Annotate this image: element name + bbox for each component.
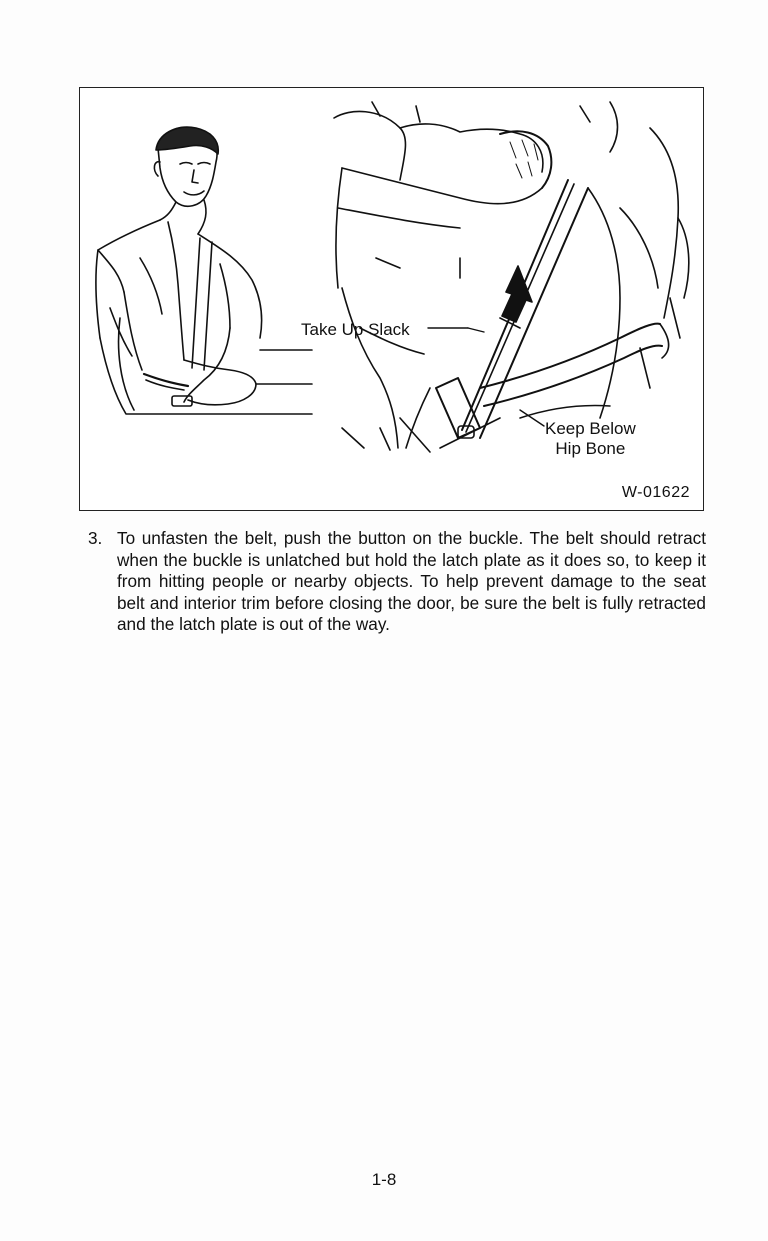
take-up-slack-label: Take Up Slack	[301, 320, 410, 339]
step-number: 3.	[88, 528, 103, 548]
keep-below-hip-bone-label	[545, 419, 636, 459]
instruction-step	[88, 528, 706, 636]
figure-id: W-01622	[621, 484, 690, 501]
keep-below-line1: Keep Below	[545, 419, 636, 438]
lap-belt-closeup-drawing	[334, 102, 689, 452]
figure-box	[79, 87, 704, 511]
keep-below-line2: Hip Bone	[555, 439, 626, 458]
seated-driver-drawing	[96, 127, 312, 414]
step-text: To unfasten the belt, push the button on the buckle. The belt should retract when the buckle is unlatched but hold the latch plate as it does so, to keep it from hitting people or nearby objects. To help prevent damage to the seat belt and interior trim before closing the door, be sure the belt is fully retracted and the latch plate is out of the way.	[117, 528, 706, 634]
page-number: 1-8	[371, 1170, 397, 1189]
